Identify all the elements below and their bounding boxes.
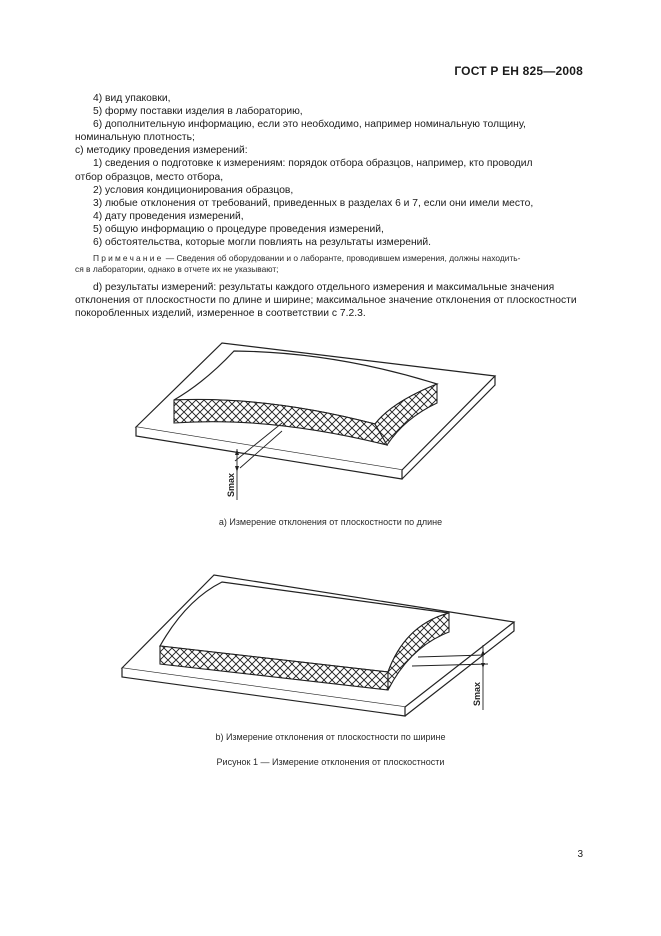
note-text: — Сведения об оборудовании и о лаборанте, проводившем измерения, должны находить-: [163, 253, 521, 264]
page-number: 3: [577, 849, 583, 860]
figure-a: [0, 330, 661, 510]
list-item-continuation: отклонения от плоскостности по длине и ширине; максимальное значение отклонения от плоскостности: [75, 295, 577, 307]
note-continuation: ся в лаборатории, однако в отчете их не указывают;: [75, 264, 279, 275]
list-item: 4) дату проведения измерений,: [93, 210, 244, 222]
figure-a-drawing: [0, 330, 661, 510]
list-item-c: c) методику проведения измерений:: [75, 145, 248, 157]
figure-b-drawing: [0, 560, 661, 730]
list-item: 1) сведения о подготовке к измерениям: порядок отбора образцов, например, кто проводил: [93, 158, 533, 170]
list-item: 3) любые отклонения от требований, приведенных в разделах 6 и 7, если они имели место,: [93, 197, 534, 209]
list-item-continuation: отбор образцов, место отбора,: [75, 171, 224, 183]
figure-b: [0, 560, 661, 730]
document-header: ГОСТ Р ЕН 825—2008: [454, 64, 583, 78]
list-item-continuation: покоробленных изделий, измеренное в соответствии с 7.2.3.: [75, 308, 366, 320]
list-item-d: d) результаты измерений: результаты каждого отдельного измерения и максимальные значения: [93, 282, 555, 294]
caption-a: a) Измерение отклонения от плоскостности по длине: [218, 517, 443, 527]
list-item: 6) дополнительную информацию, если это необходимо, например номинальную толщину,: [93, 119, 526, 131]
list-item-continuation: номинальную плотность;: [75, 132, 195, 144]
smax-label-b: Smax: [472, 681, 482, 706]
list-item: 5) форму поставки изделия в лабораторию,: [93, 106, 303, 118]
note-label: Примечание: [93, 253, 164, 264]
list-item: 6) обстоятельства, которые могли повлиять на результаты измерений.: [93, 237, 431, 249]
list-item: 2) условия кондиционирования образцов,: [93, 184, 294, 196]
figure-title: Рисунок 1 — Измерение отклонения от плоскостности: [216, 757, 445, 767]
caption-b: b) Измерение отклонения от плоскостности по ширине: [215, 732, 446, 742]
list-item: 4) вид упаковки,: [93, 93, 171, 104]
body-text: [75, 92, 582, 320]
note: [75, 253, 582, 264]
list-item: 5) общую информацию о процедуре проведения измерений,: [93, 223, 384, 235]
smax-label-a: Smax: [226, 472, 236, 497]
